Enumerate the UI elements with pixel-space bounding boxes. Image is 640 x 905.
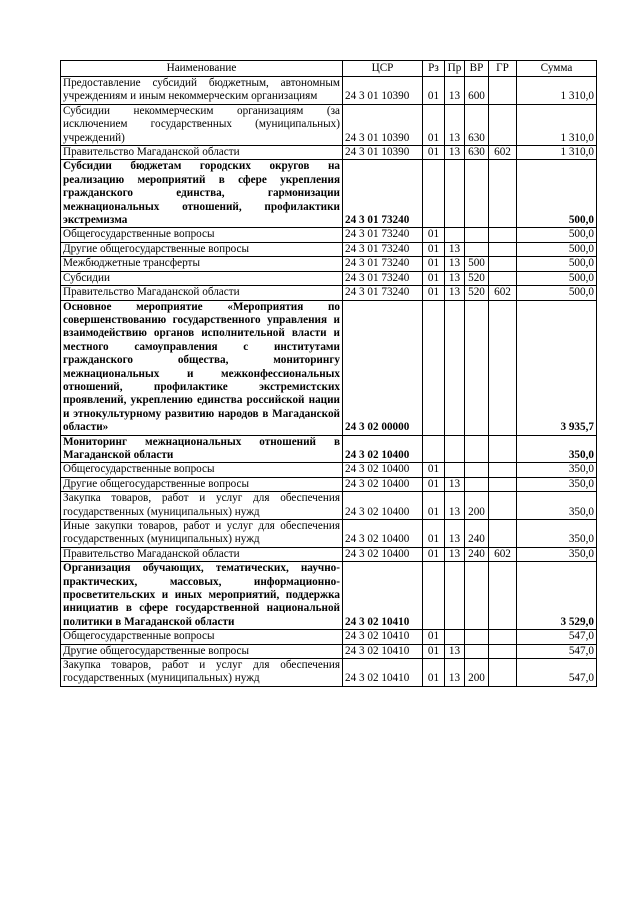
header-sum: Сумма: [517, 61, 597, 77]
table-row: [61, 228, 597, 242]
cell-sum: 1 310,0: [517, 146, 597, 160]
cell-gr: [489, 520, 517, 548]
cell-vr: 520: [465, 271, 489, 285]
cell-csr: 24 3 01 73240: [343, 160, 423, 228]
cell-csr: 24 3 02 10400: [343, 435, 423, 463]
cell-rz: 01: [423, 492, 445, 520]
table-row: [61, 492, 597, 520]
cell-vr: [465, 644, 489, 658]
table-row: [61, 77, 597, 105]
cell-pr: 13: [445, 77, 465, 105]
cell-rz: 01: [423, 630, 445, 644]
cell-pr: 13: [445, 146, 465, 160]
cell-sum: 500,0: [517, 286, 597, 300]
cell-csr: 24 3 02 10400: [343, 547, 423, 561]
cell-gr: [489, 242, 517, 256]
cell-sum: 1 310,0: [517, 77, 597, 105]
cell-vr: [465, 160, 489, 228]
cell-name: Межбюджетные трансферты: [61, 257, 343, 271]
cell-sum: 1 310,0: [517, 104, 597, 145]
cell-pr: 13: [445, 286, 465, 300]
cell-gr: 602: [489, 547, 517, 561]
cell-name: Правительство Магаданской области: [61, 146, 343, 160]
cell-gr: [489, 257, 517, 271]
cell-pr: [445, 228, 465, 242]
cell-vr: [465, 630, 489, 644]
cell-vr: 200: [465, 492, 489, 520]
cell-sum: 3 529,0: [517, 562, 597, 630]
cell-csr: 24 3 02 10400: [343, 520, 423, 548]
header-rz: Рз: [423, 61, 445, 77]
cell-pr: 13: [445, 242, 465, 256]
cell-pr: [445, 630, 465, 644]
cell-gr: [489, 300, 517, 435]
cell-pr: 13: [445, 104, 465, 145]
cell-pr: [445, 463, 465, 477]
cell-pr: [445, 435, 465, 463]
cell-vr: 500: [465, 257, 489, 271]
cell-sum: 500,0: [517, 271, 597, 285]
cell-sum: 350,0: [517, 463, 597, 477]
cell-rz: 01: [423, 644, 445, 658]
cell-gr: [489, 562, 517, 630]
cell-csr: 24 3 01 73240: [343, 286, 423, 300]
cell-rz: [423, 562, 445, 630]
cell-gr: 602: [489, 146, 517, 160]
cell-name: Правительство Магаданской области: [61, 286, 343, 300]
cell-name: Общегосударственные вопросы: [61, 463, 343, 477]
cell-sum: 350,0: [517, 435, 597, 463]
cell-pr: 13: [445, 644, 465, 658]
cell-vr: [465, 242, 489, 256]
cell-sum: 547,0: [517, 659, 597, 687]
cell-name: Правительство Магаданской области: [61, 547, 343, 561]
cell-pr: [445, 160, 465, 228]
table-row: [61, 300, 597, 435]
table-row: [61, 659, 597, 687]
cell-name: Закупка товаров, работ и услуг для обеспечения государственных (муниципальных) нужд: [61, 659, 343, 687]
table-row: [61, 435, 597, 463]
table-row: [61, 630, 597, 644]
cell-rz: [423, 160, 445, 228]
cell-name: Основное мероприятие «Мероприятия по совершенствованию государственного управления и взаимодействию органов исполнительной власти и местного самоуправления с институтами гражданского общества, мониторингу межнациональных и межконфессиональных отношений, профилактике экстремистских проявлений, укреплению единства российской нации и этнокультурному развитию народов в Магаданской области»: [61, 300, 343, 435]
cell-pr: 13: [445, 257, 465, 271]
cell-sum: 500,0: [517, 257, 597, 271]
cell-gr: [489, 659, 517, 687]
cell-rz: [423, 435, 445, 463]
cell-csr: 24 3 02 00000: [343, 300, 423, 435]
cell-csr: 24 3 01 73240: [343, 257, 423, 271]
cell-gr: [489, 644, 517, 658]
cell-pr: [445, 300, 465, 435]
cell-sum: 500,0: [517, 242, 597, 256]
cell-gr: [489, 104, 517, 145]
cell-pr: 13: [445, 547, 465, 561]
cell-name: Субсидии бюджетам городских округов на реализацию мероприятий в сфере укрепления гражданского единства, гармонизации межнациональных отношений, профилактики экстремизма: [61, 160, 343, 228]
cell-csr: 24 3 02 10410: [343, 630, 423, 644]
cell-name: Иные закупки товаров, работ и услуг для обеспечения государственных (муниципальных) нужд: [61, 520, 343, 548]
cell-csr: 24 3 01 73240: [343, 228, 423, 242]
cell-sum: 500,0: [517, 228, 597, 242]
table-row: [61, 463, 597, 477]
cell-csr: 24 3 02 10410: [343, 644, 423, 658]
cell-rz: [423, 300, 445, 435]
table-row: [61, 644, 597, 658]
cell-csr: 24 3 02 10410: [343, 659, 423, 687]
cell-csr: 24 3 01 10390: [343, 77, 423, 105]
table-row: [61, 286, 597, 300]
table-row: [61, 257, 597, 271]
cell-rz: 01: [423, 547, 445, 561]
cell-rz: 01: [423, 286, 445, 300]
cell-pr: 13: [445, 271, 465, 285]
cell-name: Субсидии: [61, 271, 343, 285]
cell-vr: [465, 562, 489, 630]
cell-sum: 350,0: [517, 520, 597, 548]
cell-rz: 01: [423, 520, 445, 548]
table-row: [61, 520, 597, 548]
cell-sum: 500,0: [517, 160, 597, 228]
cell-name: Общегосударственные вопросы: [61, 228, 343, 242]
cell-csr: 24 3 02 10400: [343, 463, 423, 477]
header-pr: Пр: [445, 61, 465, 77]
cell-rz: 01: [423, 77, 445, 105]
cell-gr: [489, 435, 517, 463]
header-vr: ВР: [465, 61, 489, 77]
table-row: [61, 160, 597, 228]
cell-name: Другие общегосударственные вопросы: [61, 242, 343, 256]
table-row: [61, 242, 597, 256]
header-name: Наименование: [61, 61, 343, 77]
cell-pr: 13: [445, 492, 465, 520]
cell-sum: 350,0: [517, 477, 597, 491]
cell-pr: 13: [445, 520, 465, 548]
cell-vr: [465, 435, 489, 463]
cell-rz: 01: [423, 242, 445, 256]
table-row: [61, 562, 597, 630]
cell-vr: [465, 463, 489, 477]
cell-csr: 24 3 02 10410: [343, 562, 423, 630]
cell-csr: 24 3 01 73240: [343, 242, 423, 256]
cell-gr: [489, 477, 517, 491]
cell-name: Предоставление субсидий бюджетным, автономным учреждениям и иным некоммерческим организациям: [61, 77, 343, 105]
cell-gr: [489, 228, 517, 242]
cell-name: Другие общегосударственные вопросы: [61, 644, 343, 658]
cell-rz: 01: [423, 271, 445, 285]
cell-rz: 01: [423, 477, 445, 491]
cell-rz: 01: [423, 104, 445, 145]
cell-vr: 240: [465, 547, 489, 561]
budget-table: [60, 60, 597, 687]
cell-rz: 01: [423, 146, 445, 160]
cell-gr: 602: [489, 286, 517, 300]
table-row: [61, 104, 597, 145]
cell-name: Закупка товаров, работ и услуг для обеспечения государственных (муниципальных) нужд: [61, 492, 343, 520]
table-body: [61, 77, 597, 687]
cell-vr: 630: [465, 146, 489, 160]
cell-gr: [489, 160, 517, 228]
cell-rz: 01: [423, 463, 445, 477]
cell-pr: 13: [445, 477, 465, 491]
cell-vr: 600: [465, 77, 489, 105]
cell-rz: 01: [423, 228, 445, 242]
cell-name: Общегосударственные вопросы: [61, 630, 343, 644]
cell-vr: 200: [465, 659, 489, 687]
cell-csr: 24 3 01 73240: [343, 271, 423, 285]
cell-csr: 24 3 01 10390: [343, 104, 423, 145]
cell-gr: [489, 77, 517, 105]
table-header-row: [61, 61, 597, 77]
table-row: [61, 146, 597, 160]
cell-sum: 350,0: [517, 492, 597, 520]
table-row: [61, 547, 597, 561]
table-row: [61, 477, 597, 491]
cell-sum: 547,0: [517, 644, 597, 658]
header-csr: ЦСР: [343, 61, 423, 77]
cell-gr: [489, 630, 517, 644]
cell-gr: [489, 492, 517, 520]
cell-pr: 13: [445, 659, 465, 687]
cell-csr: 24 3 02 10400: [343, 492, 423, 520]
cell-vr: [465, 300, 489, 435]
cell-sum: 350,0: [517, 547, 597, 561]
header-gr: ГР: [489, 61, 517, 77]
cell-gr: [489, 271, 517, 285]
cell-name: Другие общегосударственные вопросы: [61, 477, 343, 491]
cell-name: Организация обучающих, тематических, научно-практических, массовых, информационно-просветительских и иных мероприятий, поддержка инициатив в сфере государственной национальной политики в Магаданской области: [61, 562, 343, 630]
cell-sum: 3 935,7: [517, 300, 597, 435]
table-row: [61, 271, 597, 285]
cell-vr: 520: [465, 286, 489, 300]
cell-name: Субсидии некоммерческим организациям (за исключением государственных (муниципальных) учреждений): [61, 104, 343, 145]
cell-vr: [465, 228, 489, 242]
cell-vr: 630: [465, 104, 489, 145]
document-page: [60, 60, 596, 687]
cell-vr: 240: [465, 520, 489, 548]
cell-csr: 24 3 02 10400: [343, 477, 423, 491]
cell-rz: 01: [423, 659, 445, 687]
cell-vr: [465, 477, 489, 491]
cell-sum: 547,0: [517, 630, 597, 644]
cell-pr: [445, 562, 465, 630]
cell-csr: 24 3 01 10390: [343, 146, 423, 160]
cell-rz: 01: [423, 257, 445, 271]
cell-gr: [489, 463, 517, 477]
cell-name: Мониторинг межнациональных отношений в Магаданской области: [61, 435, 343, 463]
